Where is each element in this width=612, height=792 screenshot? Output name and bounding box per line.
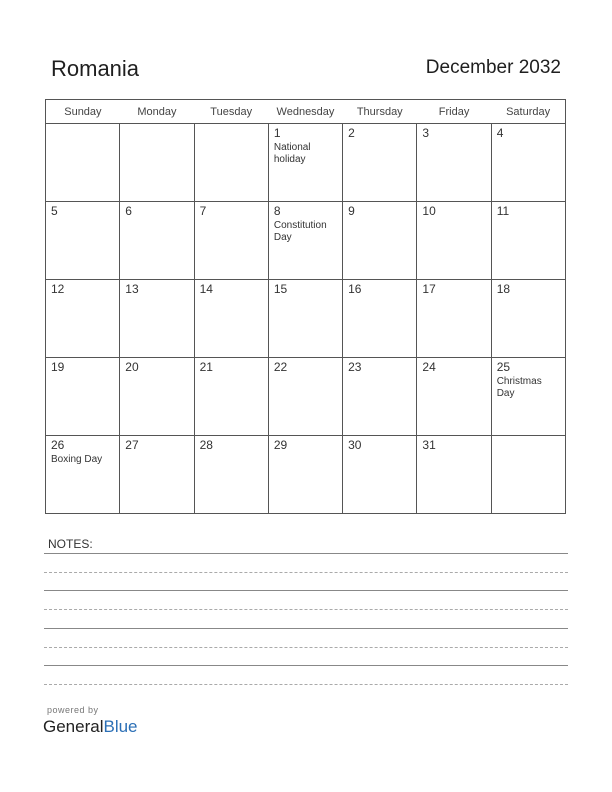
holiday-label: Christmas Day xyxy=(496,376,542,399)
day-cell xyxy=(491,358,565,436)
country-title: Romania xyxy=(51,56,140,81)
powered-by-label: powered by xyxy=(47,705,99,715)
day-cell xyxy=(46,124,120,202)
day-cell xyxy=(343,202,417,280)
day-number: 18 xyxy=(496,282,511,296)
notes-line xyxy=(44,572,568,573)
day-cell xyxy=(491,436,565,514)
day-cell xyxy=(491,202,565,280)
day-number: 16 xyxy=(348,282,362,296)
day-cell xyxy=(46,202,120,280)
day-cell xyxy=(194,202,268,280)
day-cell xyxy=(417,358,491,436)
notes-line xyxy=(44,628,568,629)
day-number: 6 xyxy=(125,204,132,218)
day-cell xyxy=(120,202,194,280)
day-cell xyxy=(491,124,565,202)
day-number: 25 xyxy=(496,360,511,374)
notes-line xyxy=(44,647,568,648)
generalblue-logo xyxy=(43,717,138,737)
day-number: 15 xyxy=(273,282,288,296)
day-cell xyxy=(194,358,268,436)
weekday-friday: Friday xyxy=(417,100,491,124)
day-number: 22 xyxy=(273,360,288,374)
day-cell xyxy=(194,280,268,358)
holiday-label: Boxing Day xyxy=(51,454,103,465)
day-number: 11 xyxy=(496,204,510,218)
notes-label: NOTES: xyxy=(48,537,93,551)
day-cell xyxy=(120,436,194,514)
weekday-sunday: Sunday xyxy=(46,100,120,124)
day-number: 12 xyxy=(51,282,65,296)
brand-blue-text: Blue xyxy=(103,717,138,736)
weekday-saturday: Saturday xyxy=(491,100,565,124)
day-cell xyxy=(343,280,417,358)
week-row xyxy=(46,436,566,514)
day-cell xyxy=(120,280,194,358)
day-number: 28 xyxy=(199,438,213,452)
notes-line xyxy=(44,665,568,666)
day-number: 7 xyxy=(199,204,207,218)
day-cell xyxy=(194,436,268,514)
day-number: 14 xyxy=(199,282,213,296)
day-cell xyxy=(417,202,491,280)
day-cell xyxy=(417,124,491,202)
notes-line xyxy=(44,553,568,554)
day-number: 17 xyxy=(422,282,436,296)
day-number: 26 xyxy=(51,438,65,452)
month-year-title: December 2032 xyxy=(425,57,561,78)
day-cell xyxy=(46,436,120,514)
day-number: 8 xyxy=(273,204,281,218)
day-number: 30 xyxy=(348,438,362,452)
day-cell xyxy=(268,280,342,358)
day-number: 19 xyxy=(51,360,65,374)
day-number: 2 xyxy=(348,126,355,140)
day-number: 27 xyxy=(125,438,139,452)
day-number: 4 xyxy=(496,126,504,140)
notes-line xyxy=(44,590,568,591)
day-cell xyxy=(343,358,417,436)
day-cell xyxy=(268,124,342,202)
holiday-label: National holiday xyxy=(273,142,311,165)
day-number: 3 xyxy=(422,126,430,140)
notes-line xyxy=(44,609,568,610)
day-cell xyxy=(120,124,194,202)
weekday-tuesday: Tuesday xyxy=(194,100,268,124)
day-cell xyxy=(417,436,491,514)
notes-line xyxy=(44,684,568,685)
day-cell xyxy=(268,436,342,514)
day-cell xyxy=(268,358,342,436)
day-cell xyxy=(46,280,120,358)
weekday-header-row xyxy=(46,100,566,124)
week-row xyxy=(46,124,566,202)
day-number: 1 xyxy=(273,126,281,140)
day-cell xyxy=(120,358,194,436)
day-number: 10 xyxy=(422,204,436,218)
day-number: 20 xyxy=(125,360,139,374)
day-cell xyxy=(417,280,491,358)
day-number: 24 xyxy=(422,360,436,374)
day-number: 13 xyxy=(125,282,139,296)
day-cell xyxy=(491,280,565,358)
day-cell xyxy=(194,124,268,202)
day-number: 23 xyxy=(348,360,362,374)
calendar-grid xyxy=(45,99,566,514)
day-cell xyxy=(46,358,120,436)
day-cell xyxy=(268,202,342,280)
day-cell xyxy=(343,436,417,514)
weekday-thursday: Thursday xyxy=(343,100,417,124)
week-row xyxy=(46,280,566,358)
day-number: 21 xyxy=(199,360,213,374)
weekday-monday: Monday xyxy=(120,100,194,124)
week-row xyxy=(46,202,566,280)
brand-general-text: General xyxy=(43,717,104,736)
day-cell xyxy=(343,124,417,202)
day-number: 29 xyxy=(273,438,288,452)
day-number: 5 xyxy=(51,204,58,218)
day-number: 9 xyxy=(348,204,355,218)
holiday-label: Constitution Day xyxy=(273,220,327,243)
week-row xyxy=(46,358,566,436)
weekday-wednesday: Wednesday xyxy=(268,100,342,124)
day-number: 31 xyxy=(422,438,436,452)
